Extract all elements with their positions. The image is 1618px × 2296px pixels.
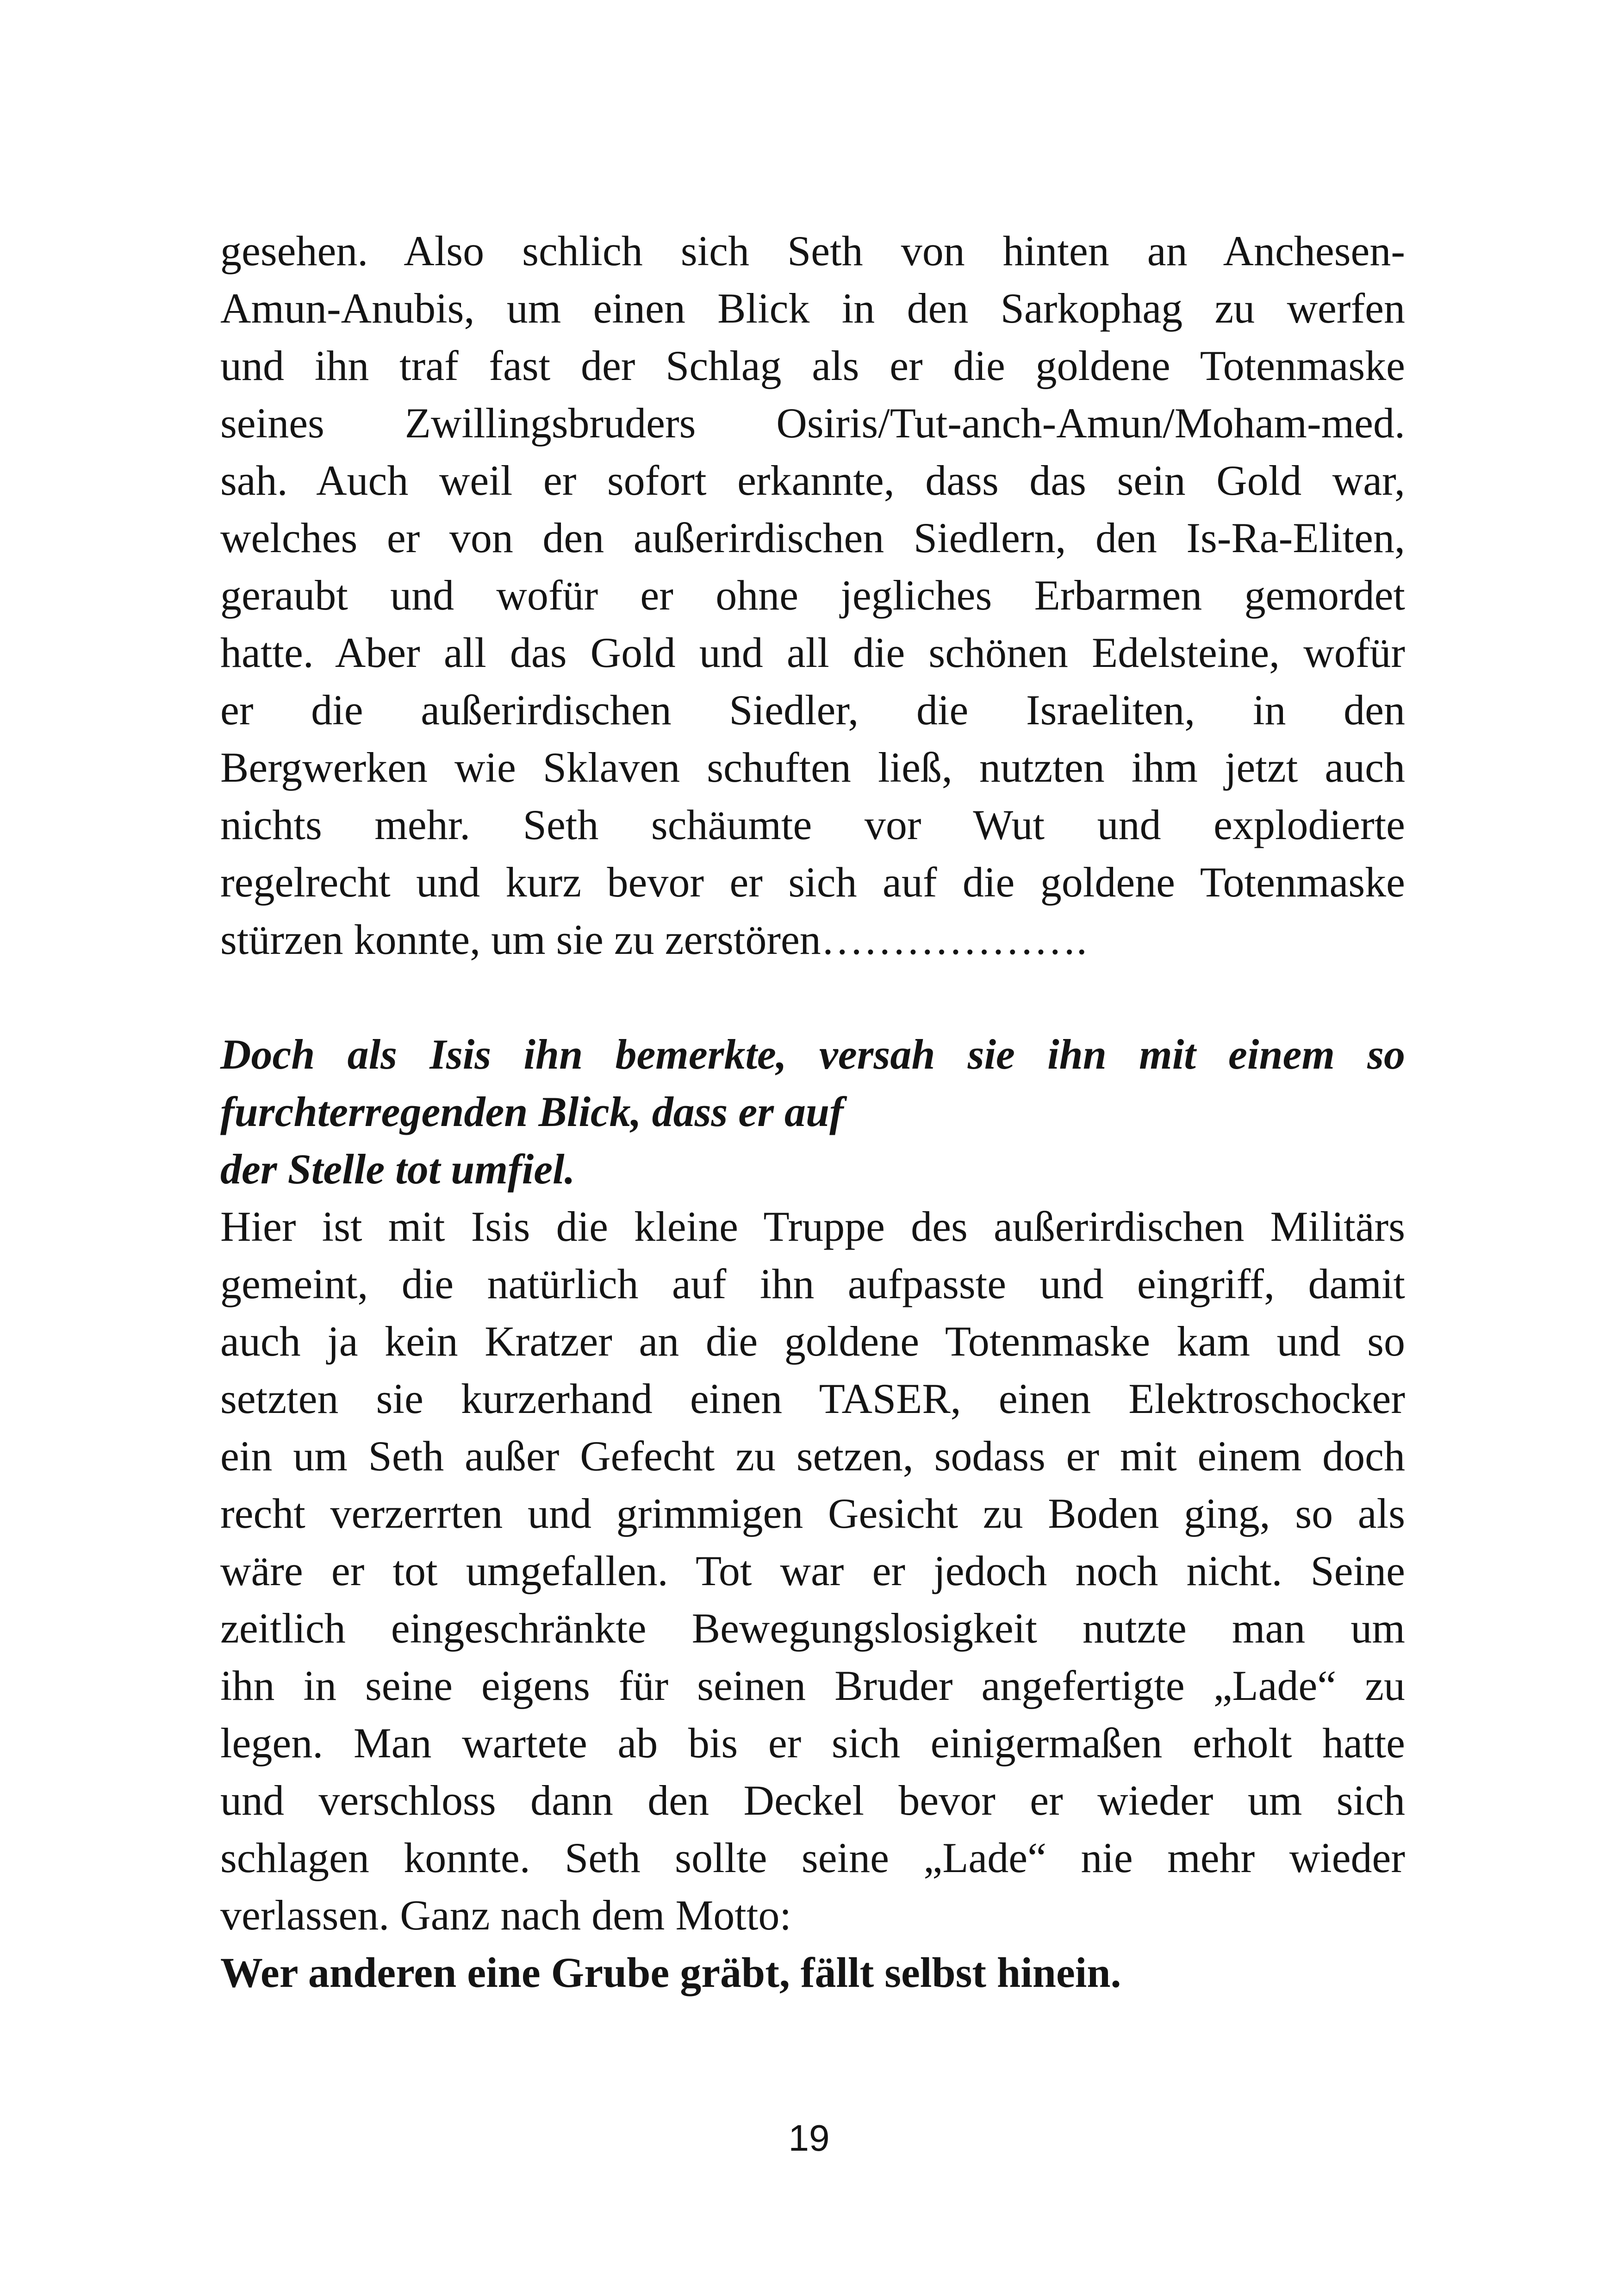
paragraph-line: nichts mehr. Seth schäumte vor Wut und explodierte — [220, 801, 1405, 848]
paragraph-line: regelrecht und kurz bevor er sich auf die goldene Totenmaske — [220, 859, 1405, 906]
paragraph-line: sah. Auch weil er sofort erkannte, dass das sein Gold war, — [220, 457, 1405, 504]
paragraph-line: Hier ist mit Isis die kleine Truppe des außerirdischen Militärs — [220, 1203, 1405, 1250]
paragraph-line: ihn in seine eigens für seinen Bruder angefertigte „Lade“ zu — [220, 1662, 1405, 1709]
book-page — [220, 0, 1405, 2296]
paragraph-line: legen. Man wartete ab bis er sich einigermaßen erholt hatte — [220, 1719, 1405, 1767]
paragraph-line: gemeint, die natürlich auf ihn aufpasste und eingriff, damit — [220, 1260, 1405, 1307]
paragraph-line: und ihn traf fast der Schlag als er die goldene Totenmaske — [220, 342, 1405, 389]
paragraph-line: stürzen konnte, um sie zu zerstören………………. — [220, 916, 1087, 963]
paragraph-line: zeitlich eingeschränkte Bewegungslosigkeit nutzte man um — [220, 1605, 1405, 1652]
quote-line: furchterregenden Blick, dass er auf — [220, 1088, 844, 1135]
page-number: 19 — [788, 2117, 830, 2159]
motto: Wer anderen eine Grube gräbt, fällt selbst hinein. — [220, 1949, 1121, 1996]
paragraph-line: ein um Seth außer Gefecht zu setzen, sodass er mit einem doch — [220, 1432, 1405, 1480]
paragraph-line: recht verzerrten und grimmigen Gesicht zu Boden ging, so als — [220, 1490, 1405, 1537]
paragraph-line: setzten sie kurzerhand einen TASER, einen Elektroschocker — [220, 1375, 1405, 1422]
paragraph-line: geraubt und wofür er ohne jegliches Erbarmen gemordet — [220, 572, 1405, 619]
quote-line: der Stelle tot umfiel. — [220, 1145, 575, 1193]
paragraph-line: auch ja kein Kratzer an die goldene Totenmaske kam und so — [220, 1318, 1405, 1365]
paragraph-line: seines Zwillingsbruders Osiris/Tut-anch-Amun/Moham-med. — [220, 399, 1405, 447]
quote-line: Doch als Isis ihn bemerkte, versah sie ihn mit einem so — [220, 1031, 1405, 1078]
paragraph-line: welches er von den außerirdischen Siedlern, den Is-Ra-Eliten, — [220, 514, 1405, 561]
paragraph-line: verlassen. Ganz nach dem Motto: — [220, 1892, 791, 1939]
paragraph-line: er die außerirdischen Siedler, die Israeliten, in den — [220, 686, 1405, 734]
paragraph-line: gesehen. Also schlich sich Seth von hinten an Anchesen- — [220, 227, 1405, 274]
paragraph-line: Bergwerken wie Sklaven schuften ließ, nutzten ihm jetzt auch — [220, 744, 1405, 791]
paragraph-line: hatte. Aber all das Gold und all die schönen Edelsteine, wofür — [220, 629, 1405, 676]
paragraph-line: schlagen konnte. Seth sollte seine „Lade“ nie mehr wieder — [220, 1834, 1405, 1881]
paragraph-line: wäre er tot umgefallen. Tot war er jedoch noch nicht. Seine — [220, 1547, 1405, 1594]
paragraph-line: Amun-Anubis, um einen Blick in den Sarkophag zu werfen — [220, 285, 1405, 332]
paragraph-line: und verschloss dann den Deckel bevor er wieder um sich — [220, 1777, 1405, 1824]
